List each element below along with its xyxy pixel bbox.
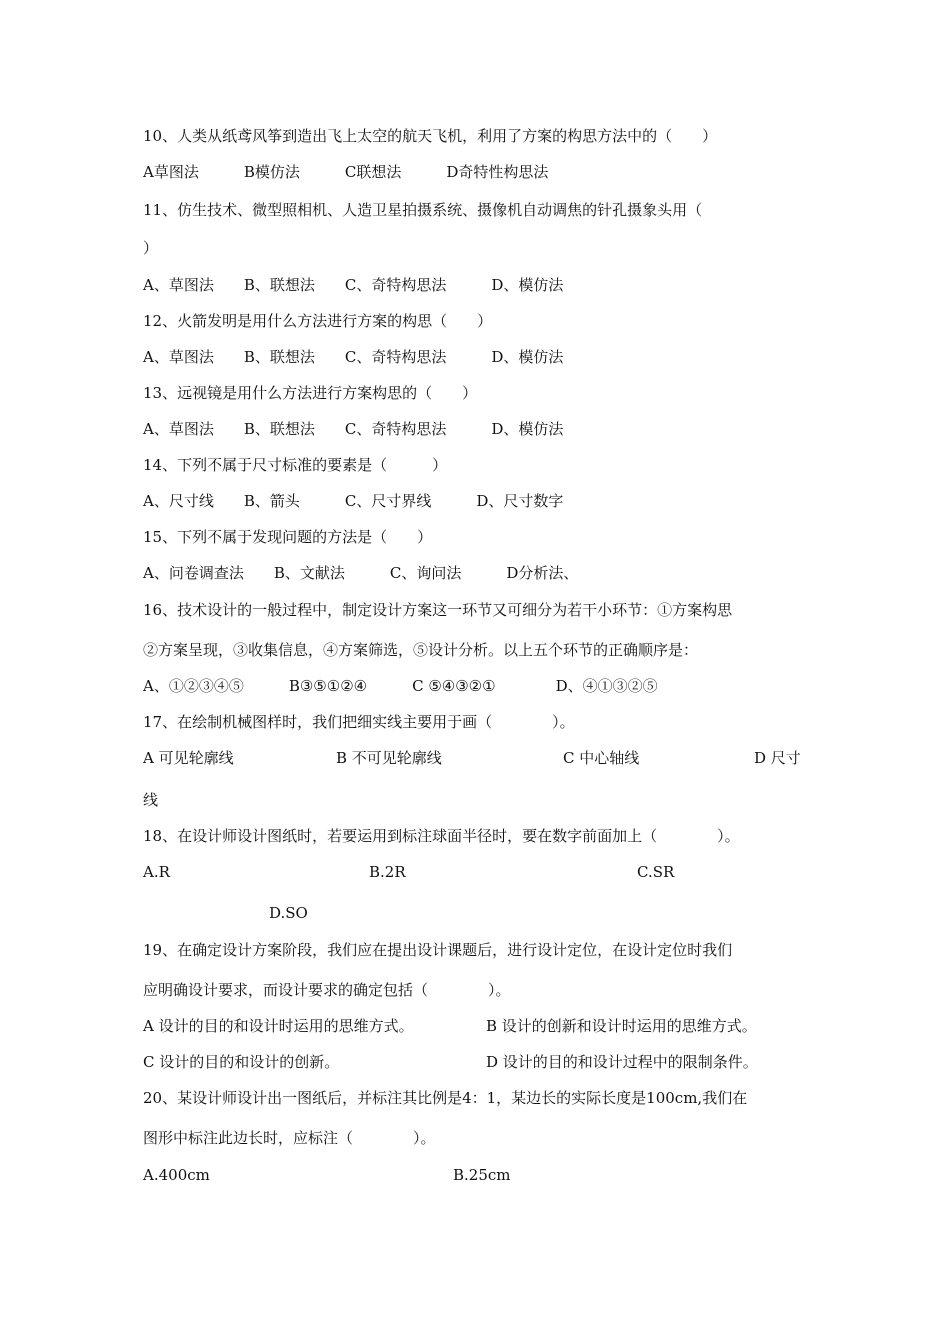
option-17a: A 可见轮廓线 xyxy=(143,749,234,767)
question-16-cont: ②方案呈现，③收集信息，④方案筛选，⑤设计分析。以上五个环节的正确顺序是： xyxy=(143,641,699,659)
option-18a: A.R xyxy=(143,863,170,881)
question-18: 18、在设计师设计图纸时，若要运用到标注球面半径时，要在数字前面加上（ ）。 xyxy=(143,827,740,845)
question-19: 19、在确定设计方案阶段，我们应在提出设计课题后，进行设计定位，在设计定位时我们 xyxy=(143,941,733,959)
question-17: 17、在绘制机械图样时，我们把细实线主要用于画（ ）。 xyxy=(143,713,575,731)
options-14: A、尺寸线 B、箭头 C、尺寸界线 D、尺寸数字 xyxy=(143,492,564,510)
question-19-cont: 应明确设计要求，而设计要求的确定包括（ ）。 xyxy=(143,981,511,999)
option-19b: B 设计的创新和设计时运用的思维方式。 xyxy=(486,1017,757,1035)
question-20: 20、某设计师设计出一图纸后，并标注其比例是4：1，某边长的实际长度是100cm,我们在 xyxy=(143,1089,748,1107)
options-10: A草图法 B模仿法 C联想法 D奇特性构思法 xyxy=(143,163,549,181)
question-11-cont: ） xyxy=(143,239,159,257)
option-20a: A.400cm xyxy=(143,1166,210,1184)
question-10: 10、人类从纸鸢风筝到造出飞上太空的航天飞机，利用了方案的构思方法中的（ ） xyxy=(143,127,718,145)
option-18c: C.SR xyxy=(637,863,675,881)
options-12: A、草图法 B、联想法 C、奇特构思法 D、模仿法 xyxy=(143,348,564,366)
question-13: 13、远视镜是用什么方法进行方案构思的（ ） xyxy=(143,384,478,402)
question-16: 16、技术设计的一般过程中，制定设计方案这一环节又可细分为若干小环节：①方案构思 xyxy=(143,601,733,619)
option-18d: D.SO xyxy=(269,904,308,922)
option-17d: D 尺寸 xyxy=(754,749,801,767)
options-11: A、草图法 B、联想法 C、奇特构思法 D、模仿法 xyxy=(143,276,564,294)
option-17d-cont: 线 xyxy=(143,791,159,809)
question-11: 11、仿生技术、微型照相机、人造卫星拍摄系统、摄像机自动调焦的针孔摄象头用（ xyxy=(143,201,703,219)
options-15: A、问卷调查法 B、文献法 C、询问法 D分析法、 xyxy=(143,564,579,582)
options-16: A、①②③④⑤ B③⑤①②④ C ⑤④③②① D、④①③②⑤ xyxy=(143,677,658,695)
question-15: 15、下列不属于发现问题的方法是（ ） xyxy=(143,528,433,546)
option-19c: C 设计的目的和设计的创新。 xyxy=(143,1053,340,1071)
options-13: A、草图法 B、联想法 C、奇特构思法 D、模仿法 xyxy=(143,420,564,438)
option-19d: D 设计的目的和设计过程中的限制条件。 xyxy=(486,1053,758,1071)
option-20b: B.25cm xyxy=(453,1166,511,1184)
option-18b: B.2R xyxy=(369,863,406,881)
question-20-cont: 图形中标注此边长时，应标注（ ）。 xyxy=(143,1129,436,1147)
question-12: 12、火箭发明是用什么方法进行方案的构思（ ） xyxy=(143,312,493,330)
option-17c: C 中心轴线 xyxy=(563,749,640,767)
question-14: 14、下列不属于尺寸标准的要素是（ ） xyxy=(143,456,448,474)
option-17b: B 不可见轮廓线 xyxy=(336,749,442,767)
option-19a: A 设计的目的和设计时运用的思维方式。 xyxy=(143,1017,414,1035)
